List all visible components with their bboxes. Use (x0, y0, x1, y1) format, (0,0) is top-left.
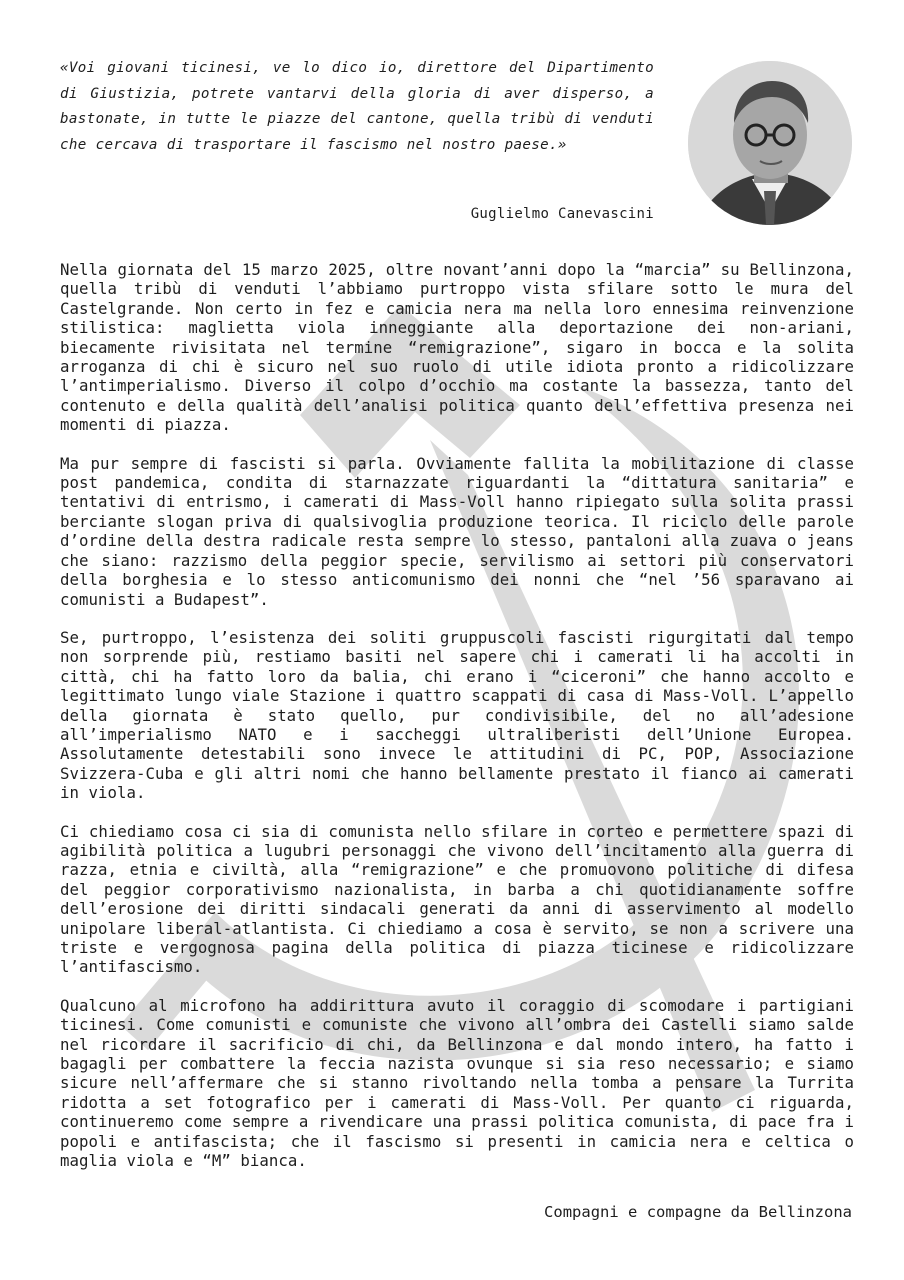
author-portrait (688, 61, 852, 225)
quote-text: «Voi giovani ticinesi, ve lo dico io, direttore del Dipartimento di Giustizia, potrete vantarvi della gloria di aver disperso, a bastonate, in tutte le piazze del cantone, quella tribù di venduti che cercava di trasportare il fascismo nel nostro paese.» (60, 60, 654, 153)
paragraph-5: Qualcuno al microfono ha addirittura avuto il coraggio di scomodare i partigiani ticinesi. Come comunisti e comuniste che vivono all’ombra dei Castelli siamo salde nel ricordare il sacrificio di chi, da Bellinzona e dal mondo intero, ha fatto i bagagli per combattere la feccia nazista ovunque si sia reso necessario; e siamo sicure nell’affermare che si stanno rivoltando nella tomba a pensare la Turrita ridotta a set fotografico per i camerati di Mass-Voll. Per quanto ci riguarda, continueremo come sempre a rivendicare una prassi politica comunista, di pace fra i popoli e antifascista; che il fascismo si presenti in camicia nera e celtica o maglia viola e “M” bianca. (60, 995, 854, 1171)
paragraph-4: Ci chiediamo cosa ci sia di comunista nello sfilare in corteo e permettere spazi di agibilità politica a lugubri personaggi che vivono dell’incitamento alla guerra di razza, etnia e civiltà, alla “remigrazione” e che promuovono politiche di difesa del peggior corporativismo nazionalista, in barba a chi quotidianamente soffre dell’erosione dei diritti sindacali generati da anni di asservimento al modello unipolare liberal-atlantista. Ci chiediamo a cosa è servito, se non a scrivere una triste e vergognosa pagina della politica di piazza ticinese e ridicolizzare l’antifascismo. (60, 821, 854, 977)
paragraph-2: Ma pur sempre di fascisti si parla. Ovviamente fallita la mobilitazione di classe post pandemica, condita di starnazzate riguardanti la “dittatura sanitaria” e tentativi di entrismo, i camerati di Mass-Voll hanno ripiegato sulla solita prassi berciante slogan priva di qualsivoglia produzione teorica. Il riciclo delle parole d’ordine della destra radicale resta sempre lo stesso, pantaloni alla zuava o jeans che siano: razzismo della peggior specie, servilismo ai settori più conservatori della borghesia e lo stesso anticomunismo dei nonni che “nel ’56 sparavano ai comunisti a Budapest”. (60, 453, 854, 609)
paragraph-3: Se, purtroppo, l’esistenza dei soliti gruppuscoli fascisti rigurgitati dal tempo non sorprende più, restiamo basiti nel sapere chi i camerati li ha accolti in città, chi ha fatto loro da balia, chi erano i “ciceroni” che hanno accolto e legittimato lungo viale Stazione i quattro scappati di casa di Mass-Voll. L’appello della giornata è stato quello, pur condivisibile, del no all’adesione all’imperialismo NATO e i saccheggi ultraliberisti dell’Unione Europea. Assolutamente detestabili sono invece le attitudini di PC, POP, Associazione Svizzera-Cuba e gli altri nomi che hanno bellamente prestato il fianco ai camerati in viola. (60, 627, 854, 803)
quote-author: Guglielmo Canevascini (470, 206, 654, 222)
signature: Compagni e compagne da Bellinzona (544, 1203, 852, 1221)
article-body (60, 260, 854, 1189)
paragraph-1: Nella giornata del 15 marzo 2025, oltre novant’anni dopo la “marcia” su Bellinzona, quella tribù di venduti l’abbiamo purtroppo vista sfilare sotto le mura del Castelgrande. Non certo in fez e camicia nera ma nella loro ennesima reinvenzione stilistica: maglietta viola inneggiante alla deportazione dei non-ariani, biecamente rivisitata nel termine “remigrazione”, sigaro in bocca e la solita arroganza di chi è sicuro nel suo ruolo di utile idiota pronto a ridicolizzare l’antimperialismo. Diverso il colpo d’occhio ma costante la bassezza, tanto del contenuto e della qualità dell’analisi politica quanto dell’effettiva presenza nei momenti di piazza. (60, 260, 854, 435)
